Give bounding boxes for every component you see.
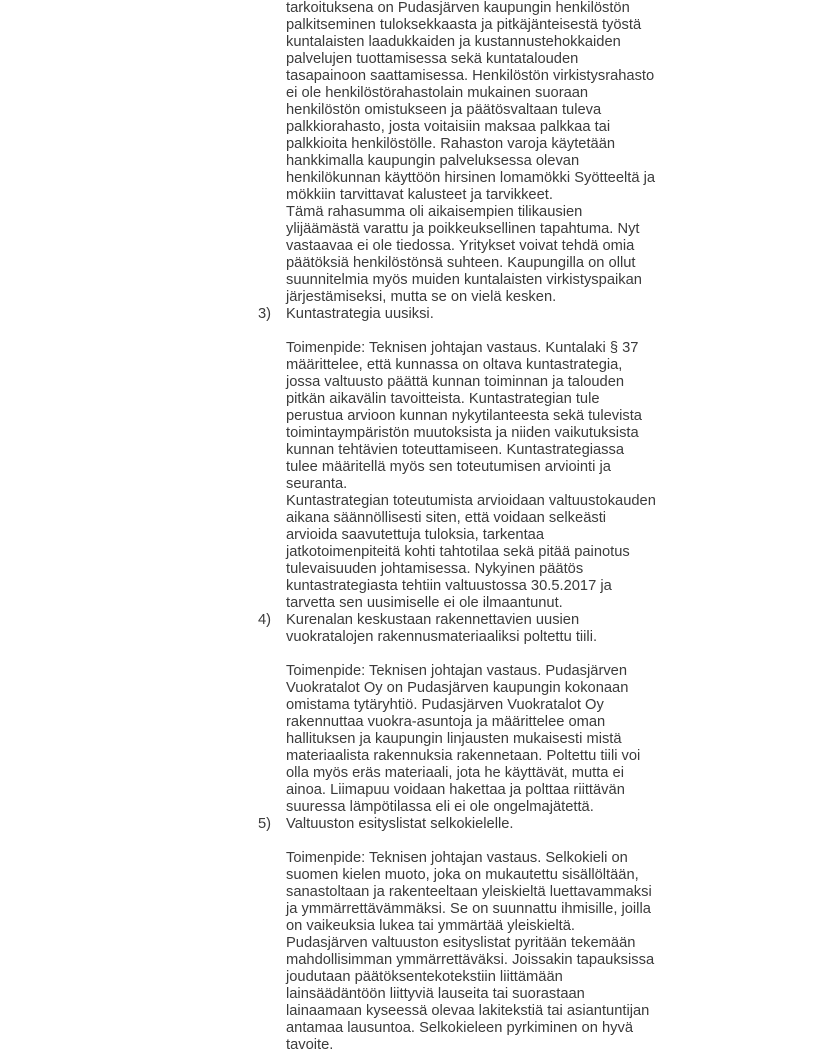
list-item <box>0 612 816 646</box>
text-line: kuntastrategiasta tehtiin valtuustossa 30.5.2017 ja <box>286 578 612 594</box>
text-line: rakennuttaa vuokra-asuntoja ja määrittelee oman <box>286 714 606 730</box>
text-line: hankkimalla kaupungin palveluksessa olevan <box>286 153 580 169</box>
text-line: henkilökunnan käyttöön hirsinen lomamökki Syötteeltä ja <box>286 170 656 186</box>
paragraph <box>0 663 816 816</box>
text-line: toimintaympäristön muutoksista ja niiden vaikutuksista <box>286 425 639 441</box>
text-line: määrittelee, että kunnassa on oltava kuntastrategia, <box>286 357 623 373</box>
paragraph <box>0 850 816 935</box>
blank-line <box>0 323 816 340</box>
text-line: palvelujen tuottamisessa sekä kuntatalouden <box>286 51 579 67</box>
list-item <box>0 816 816 833</box>
text-line: Valtuuston esityslistat selkokielelle. <box>286 816 514 832</box>
text-line: vastaavaa ei ole tiedossa. Yritykset voivat tehdä omia <box>286 238 635 254</box>
text-line: kunnan tehtävien toteuttamiseen. Kuntastrategiassa <box>286 442 625 458</box>
paragraph <box>0 0 816 204</box>
blank-line <box>0 646 816 663</box>
text-line: Pudasjärven valtuuston esityslistat pyritään tekemään <box>286 935 636 951</box>
text-line: tarvetta sen uusimiselle ei ole ilmaantunut. <box>286 595 563 611</box>
text-line: mahdollisimman ymmärrettäväksi. Joissakin tapauksissa <box>286 952 655 968</box>
text-line: materiaalista rakennuksia rakennetaan. Poltettu tiili voi <box>286 748 641 764</box>
text-line: on vaikeuksia lukea tai ymmärtää yleiskieltä. <box>286 918 575 934</box>
list-number: 5) <box>258 816 272 832</box>
text-line: ja ymmärrettävämmäksi. Se on suunnattu ihmisille, joilla <box>286 901 651 917</box>
text-line: tarkoituksena on Pudasjärven kaupungin henkilöstön <box>286 0 630 16</box>
list-item <box>0 306 816 323</box>
text-line: suuressa lämpötilassa eli ei ole ongelmajätettä. <box>286 799 594 815</box>
text-line: lainsäädäntöön liittyviä lauseita tai suorastaan <box>286 986 585 1002</box>
text-line: henkilöstön omistukseen ja päätösvaltaan tuleva <box>286 102 602 118</box>
text-line: sanastoltaan ja rakenteeltaan yleiskieltä luettavammaksi <box>286 884 652 900</box>
text-line: vuokratalojen rakennusmateriaaliksi poltettu tiili. <box>286 629 598 645</box>
blank-line <box>0 833 816 850</box>
text-line: järjestämiseksi, mutta se on vielä kesken. <box>286 289 557 305</box>
text-line: olla myös eräs materiaali, jota he käyttävät, mutta ei <box>286 765 624 781</box>
text-line: Kurenalan keskustaan rakennettavien uusien <box>286 612 580 628</box>
text-line: tulee määritellä myös sen toteutumisen arviointi ja <box>286 459 611 475</box>
text-line: suunnitelmia myös muiden kuntalaisten virkistyspaikan <box>286 272 642 288</box>
text-line: Kuntastrategian toteutumista arvioidaan valtuustokauden <box>286 493 656 509</box>
list-number: 3) <box>258 306 272 322</box>
paragraph <box>0 935 816 1054</box>
text-line: jatkotoimenpiteitä kohti tahtotilaa sekä pitää painotus <box>286 544 630 560</box>
text-line: tasapainoon saattamisessa. Henkilöstön virkistysrahasto <box>286 68 655 84</box>
text-line: arvioida saavutettuja tuloksia, tarkentaa <box>286 527 544 543</box>
text-line: ei ole henkilöstörahastolain mukainen suoraan <box>286 85 589 101</box>
text-line: Kuntastrategia uusiksi. <box>286 306 434 322</box>
text-line: päätöksiä henkilöstönsä suhteen. Kaupungilla on ollut <box>286 255 636 271</box>
text-line: suomen kielen muoto, joka on mukautettu sisällöltään, <box>286 867 639 883</box>
text-line: Tämä rahasumma oli aikaisempien tilikausien <box>286 204 583 220</box>
text-line: Vuokratalot Oy on Pudasjärven kaupungin kokonaan <box>286 680 629 696</box>
text-line: lainaamaan kyseessä olevaa lakitekstiä tai asiantuntijan <box>286 1003 650 1019</box>
text-line: Toimenpide: Teknisen johtajan vastaus. Pudasjärven <box>286 663 628 679</box>
text-line: ylijäämästä varattu ja poikkeuksellinen tapahtuma. Nyt <box>286 221 640 237</box>
text-line: aikana säännöllisesti siten, että voidaan selkeästi <box>286 510 607 526</box>
text-line: mökkiin tarvittavat kalusteet ja tarvikkeet. <box>286 187 553 203</box>
text-line: perustua arvioon kunnan nykytilanteesta sekä tulevista <box>286 408 642 424</box>
paragraph <box>0 493 816 612</box>
text-line: Toimenpide: Teknisen johtajan vastaus. Selkokieli on <box>286 850 628 866</box>
text-line: omistama tytäryhtiö. Pudasjärven Vuokratalot Oy <box>286 697 604 713</box>
text-line: seuranta. <box>286 476 348 492</box>
list-number: 4) <box>258 612 272 628</box>
text-line: tulevaisuuden johtamisessa. Nykyinen päätös <box>286 561 584 577</box>
text-line: tavoite. <box>286 1037 334 1053</box>
text-line: palkkioita henkilöstölle. Rahaston varoja käytetään <box>286 136 616 152</box>
text-line: joudutaan päätöksentekotekstiin liittämään <box>286 969 563 985</box>
text-line: palkkiorahasto, josta voitaisiin maksaa palkkaa tai <box>286 119 611 135</box>
text-line: ainoa. Liimapuu voidaan hakettaa ja polttaa riittävän <box>286 782 625 798</box>
text-line: pitkän aikavälin tavoitteista. Kuntastrategian tule <box>286 391 600 407</box>
text-line: Toimenpide: Teknisen johtajan vastaus. Kuntalaki § 37 <box>286 340 639 356</box>
paragraph <box>0 204 816 306</box>
paragraph <box>0 340 816 493</box>
text-line: palkitseminen tuloksekkaasta ja pitkäjänteisestä työstä <box>286 17 642 33</box>
text-line: kuntalaisten laadukkaiden ja kustannustehokkaiden <box>286 34 621 50</box>
text-line: jossa valtuusto päättä kunnan toiminnan ja talouden <box>286 374 625 390</box>
text-line: antamaa lausuntoa. Selkokieleen pyrkiminen on hyvä <box>286 1020 633 1036</box>
text-line: hallituksen ja kaupungin linjausten mukaisesti mistä <box>286 731 622 747</box>
